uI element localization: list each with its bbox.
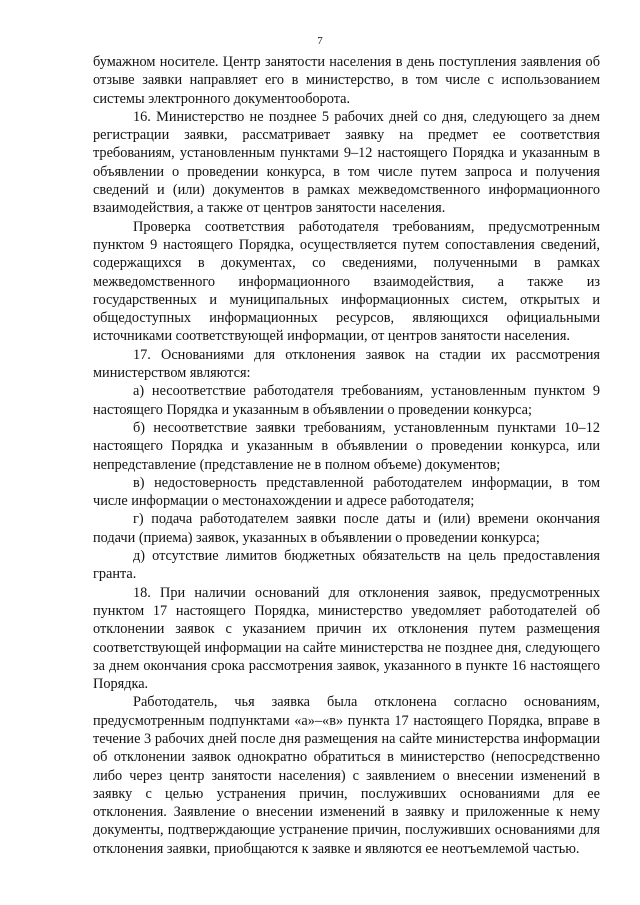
subitem-g: г) подача работодателем заявки после даты и (или) времени окончания подачи (приема) заявок, указанных в объявлении о проведении конкурса; — [93, 511, 600, 546]
page-number: 7 — [317, 35, 323, 47]
subitem-d: д) отсутствие лимитов бюджетных обязательств на цель предоставления гранта. — [93, 548, 600, 583]
document-body — [93, 53, 600, 858]
subitem-a: а) несоответствие работодателя требованиям, установленным пунктом 9 настоящего Порядка и указанным в объявлении о проведении конкурса; — [93, 383, 600, 418]
subitem-b: б) несоответствие заявки требованиям, установленным пунктами 10–12 настоящего Порядка и указанным в объявлении о проведении конкурса, или непредставление (представление не в полном объеме) документов; — [93, 419, 600, 473]
paragraph-employer-resubmission: Работодатель, чья заявка была отклонена согласно основаниям, предусмотренным подпунктами «а»–«в» пункта 17 настоящего Порядка, вправе в течение 3 рабочих дней после дня размещения на сайте министерства информации об отклонении заявок однократно обратиться в министерство (непосредственно либо через центр занятости населения) с заявлением о внесении изменений в заявку с целью устранения причин, послуживших основаниями для ее отклонения. Заявление о внесении изменений в заявку и приложенные к нему документы, подтверждающие устранение причин, послуживших основаниями для отклонения заявки, приобщаются к заявке и являются ее неотъемлемой частью. — [93, 694, 600, 857]
paragraph-item-16: 16. Министерство не позднее 5 рабочих дней со дня, следующего за днем регистрации заявки, рассматривает заявку на предмет ее соответствия требованиям, установленным пунктами 9–12 настоящего Порядка и указанным в объявлении о проведении конкурса, в том числе путем запроса и получения сведений и (или) документов в рамках межведомственного информационного взаимодействия, а также от центров занятости населения. — [93, 108, 600, 217]
paragraph-verification: Проверка соответствия работодателя требованиям, предусмотренным пунктом 9 настоящего Порядка, осуществляется путем сопоставления сведений, содержащихся в документах, со сведениями, полученными в рамках межведомственного информационного взаимодействия, а также из государственных и муниципальных информационных систем, открытых и общедоступных информационных ресурсов, являющихся официальными источниками соответствующей информации, от центров занятости населения. — [93, 218, 600, 345]
paragraph-item-17: 17. Основаниями для отклонения заявок на стадии их рассмотрения министерством являются: — [93, 346, 600, 382]
subitem-v: в) недостоверность представленной работодателем информации, в том числе информации о местонахождении и адресе работодателя; — [93, 474, 600, 510]
paragraph-continuation: бумажном носителе. Центр занятости населения в день поступления заявления об отзыве заявки направляет его в министерство, в том числе с использованием системы электронного документооборота. — [93, 54, 600, 107]
paragraph-item-18: 18. При наличии оснований для отклонения заявок, предусмотренных пунктом 17 настоящего Порядка, министерство уведомляет работодателей об отклонении заявок с указанием причин их отклонения путем размещения соответствующей информации на сайте министерства не позднее дня, следующего за днем окончания срока рассмотрения заявок, указанного в пункте 16 настоящего Порядка. — [93, 584, 600, 693]
